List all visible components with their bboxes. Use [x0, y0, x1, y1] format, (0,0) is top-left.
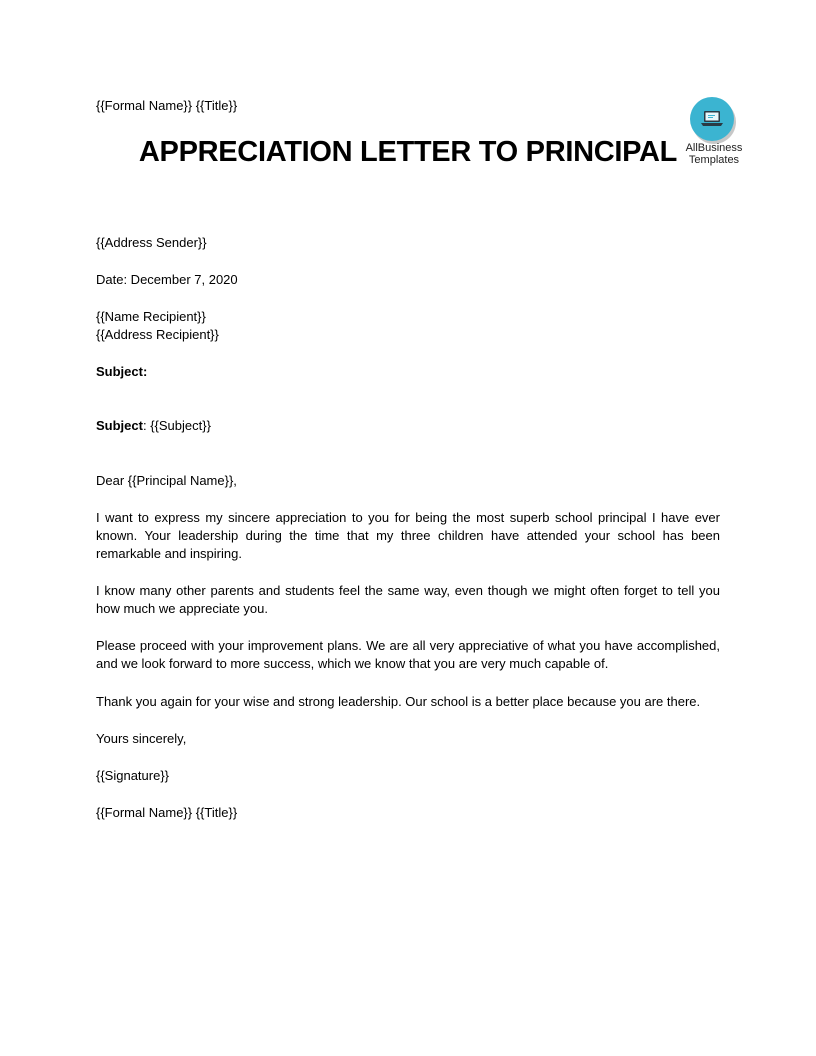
subject-label: Subject: [96, 364, 148, 379]
paragraph-4: Thank you again for your wise and strong leadership. Our school is a better place because you are there. [96, 694, 701, 709]
paragraph-1: I want to express my sincere appreciation to you for being the most superb school principal I have ever known. Your leadership during the time that my three children have attended your school has been remarkable and inspiring. [96, 510, 720, 561]
closing: Yours sincerely, [96, 731, 187, 746]
address-sender: {{Address Sender}} [96, 235, 207, 250]
document-title: APPRECIATION LETTER TO PRINCIPAL [138, 136, 678, 168]
paragraph-2: I know many other parents and students feel the same way, even though we might often forget to tell you how much we appreciate you. [96, 583, 720, 616]
logo-circle [690, 97, 734, 141]
logo-line-1: AllBusiness [685, 142, 743, 154]
laptop-icon [690, 97, 734, 141]
logo-wordmark [682, 142, 746, 166]
formal-name-title-footer: {{Formal Name}} {{Title}} [96, 805, 238, 820]
address-recipient: {{Address Recipient}} [96, 327, 219, 342]
allbusiness-templates-logo [682, 97, 746, 169]
signature: {{Signature}} [96, 768, 170, 783]
name-recipient: {{Name Recipient}} [96, 309, 206, 324]
subject-value: : {{Subject}} [142, 418, 211, 433]
letter-date: Date: December 7, 2020 [96, 272, 238, 287]
formal-name-title-header: {{Formal Name}} {{Title}} [96, 98, 238, 113]
subject-line [96, 417, 211, 435]
logo-line-2: Templates [688, 154, 740, 166]
subject-label-2: Subject [96, 418, 143, 433]
salutation: Dear {{Principal Name}}, [96, 473, 237, 488]
paragraph-3: Please proceed with your improvement plans. We are all very appreciative of what you have accomplished, and we look forward to more success, which we know that you are very much capable of. [96, 638, 720, 671]
